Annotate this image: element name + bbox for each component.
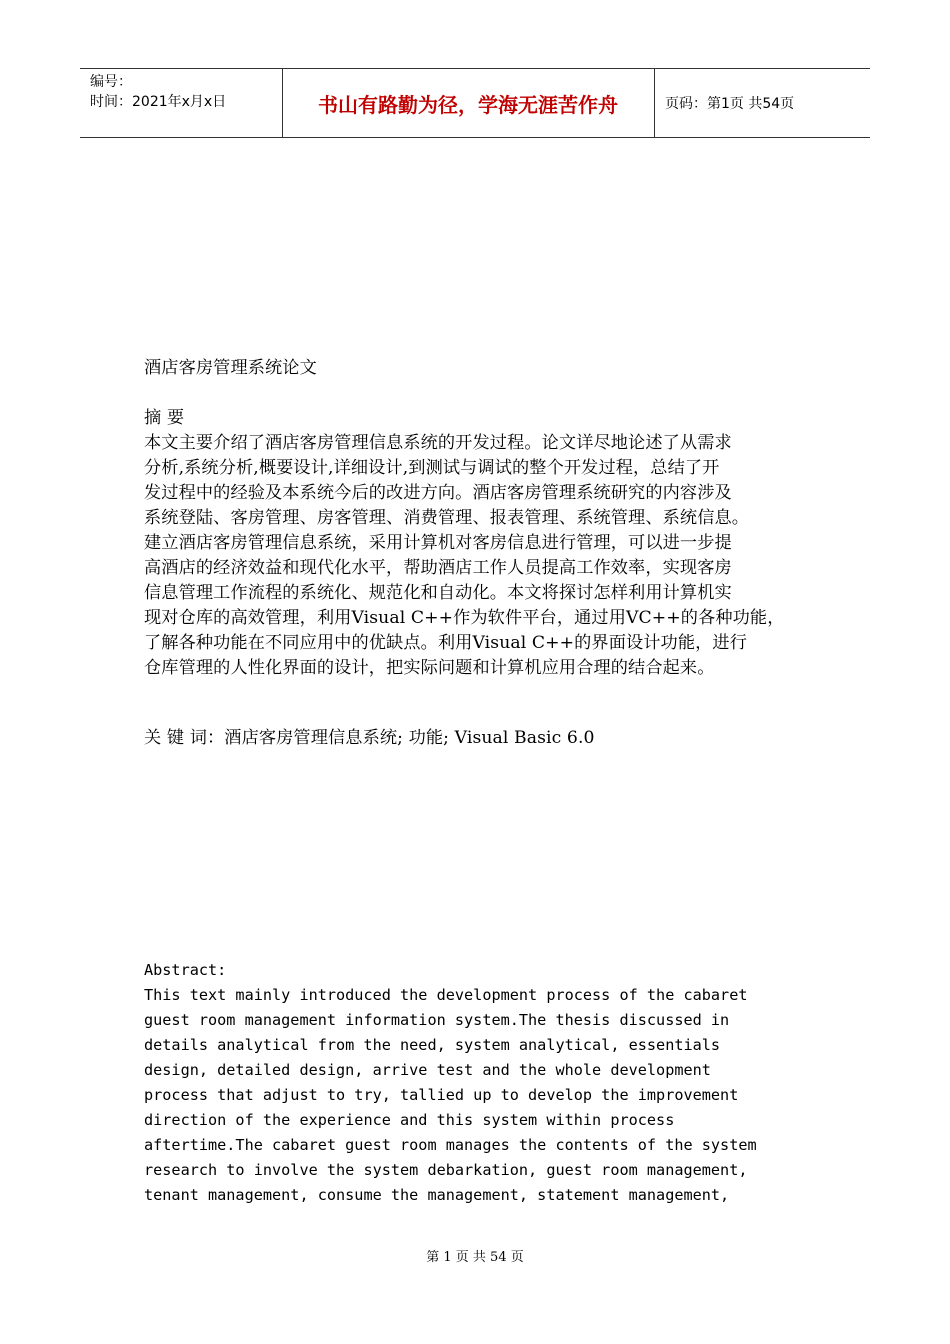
abstract-en-line: research to involve the system debarkation, guest room management, (144, 1161, 748, 1179)
number-label: 编号： (90, 74, 132, 90)
abstract-en-line: aftertime.The cabaret guest room manages the contents of the system (144, 1136, 757, 1154)
abstract-line: 分析,系统分析,概要设计,详细设计,到测试与调试的整个开发过程，总结了开 (144, 458, 720, 478)
abstract-en-line: guest room management information system.The thesis discussed in (144, 1011, 730, 1029)
abstract-line: 高酒店的经济效益和现代化水平，帮助酒店工作人员提高工作效率，实现客房 (144, 558, 732, 578)
abstract-heading: 摘 要 (144, 408, 185, 428)
abstract-en-line: tenant management, consume the management, statement management, (144, 1186, 730, 1204)
abstract-line: 信息管理工作流程的系统化、规范化和自动化。本文将探讨怎样利用计算机实 (144, 583, 732, 603)
abstract-line: 现对仓库的高效管理，利用Visual C++作为软件平台，通过用VC++的各种功能， (144, 608, 785, 628)
page-header (80, 68, 870, 138)
page-footer: 第 1 页 共 54 页 (426, 1250, 524, 1265)
keywords-line: 关 键 词：酒店客房管理信息系统; 功能; Visual Basic 6.0 (144, 728, 595, 748)
abstract-en-line: details analytical from the need, system analytical, essentials (144, 1036, 721, 1054)
header-motto: 书山有路勤为径，学海无涯苦作舟 (282, 69, 655, 137)
abstract-line: 发过程中的经验及本系统今后的改进方向。酒店客房管理系统研究的内容涉及 (144, 483, 732, 503)
abstract-line: 了解各种功能在不同应用中的优缺点。利用Visual C++的界面设计功能，进行 (144, 633, 747, 653)
abstract-line: 系统登陆、客房管理、房客管理、消费管理、报表管理、系统管理、系统信息。 (144, 508, 750, 528)
abstract-en-line: process that adjust to try, tallied up to develop the improvement (144, 1086, 739, 1104)
abstract-en-line: This text mainly introduced the development process of the cabaret (144, 986, 748, 1004)
abstract-en-line: design, detailed design, arrive test and the whole development (144, 1061, 711, 1079)
abstract-line: 本文主要介绍了酒店客房管理信息系统的开发过程。论文详尽地论述了从需求 (144, 433, 732, 453)
abstract-en-heading: Abstract: (144, 961, 227, 979)
abstract-en-line: direction of the experience and this system within process (144, 1111, 675, 1129)
abstract-line: 仓库管理的人性化界面的设计，把实际问题和计算机应用合理的结合起来。 (144, 658, 715, 678)
abstract-line: 建立酒店客房管理信息系统，采用计算机对客房信息进行管理，可以进一步提 (144, 533, 732, 553)
header-meta-cell (80, 69, 283, 137)
time-label: 时间：2021年x月x日 (90, 94, 227, 110)
document-title: 酒店客房管理系统论文 (144, 358, 317, 378)
header-page-info: 页码：第1页 共54页 (665, 96, 795, 112)
